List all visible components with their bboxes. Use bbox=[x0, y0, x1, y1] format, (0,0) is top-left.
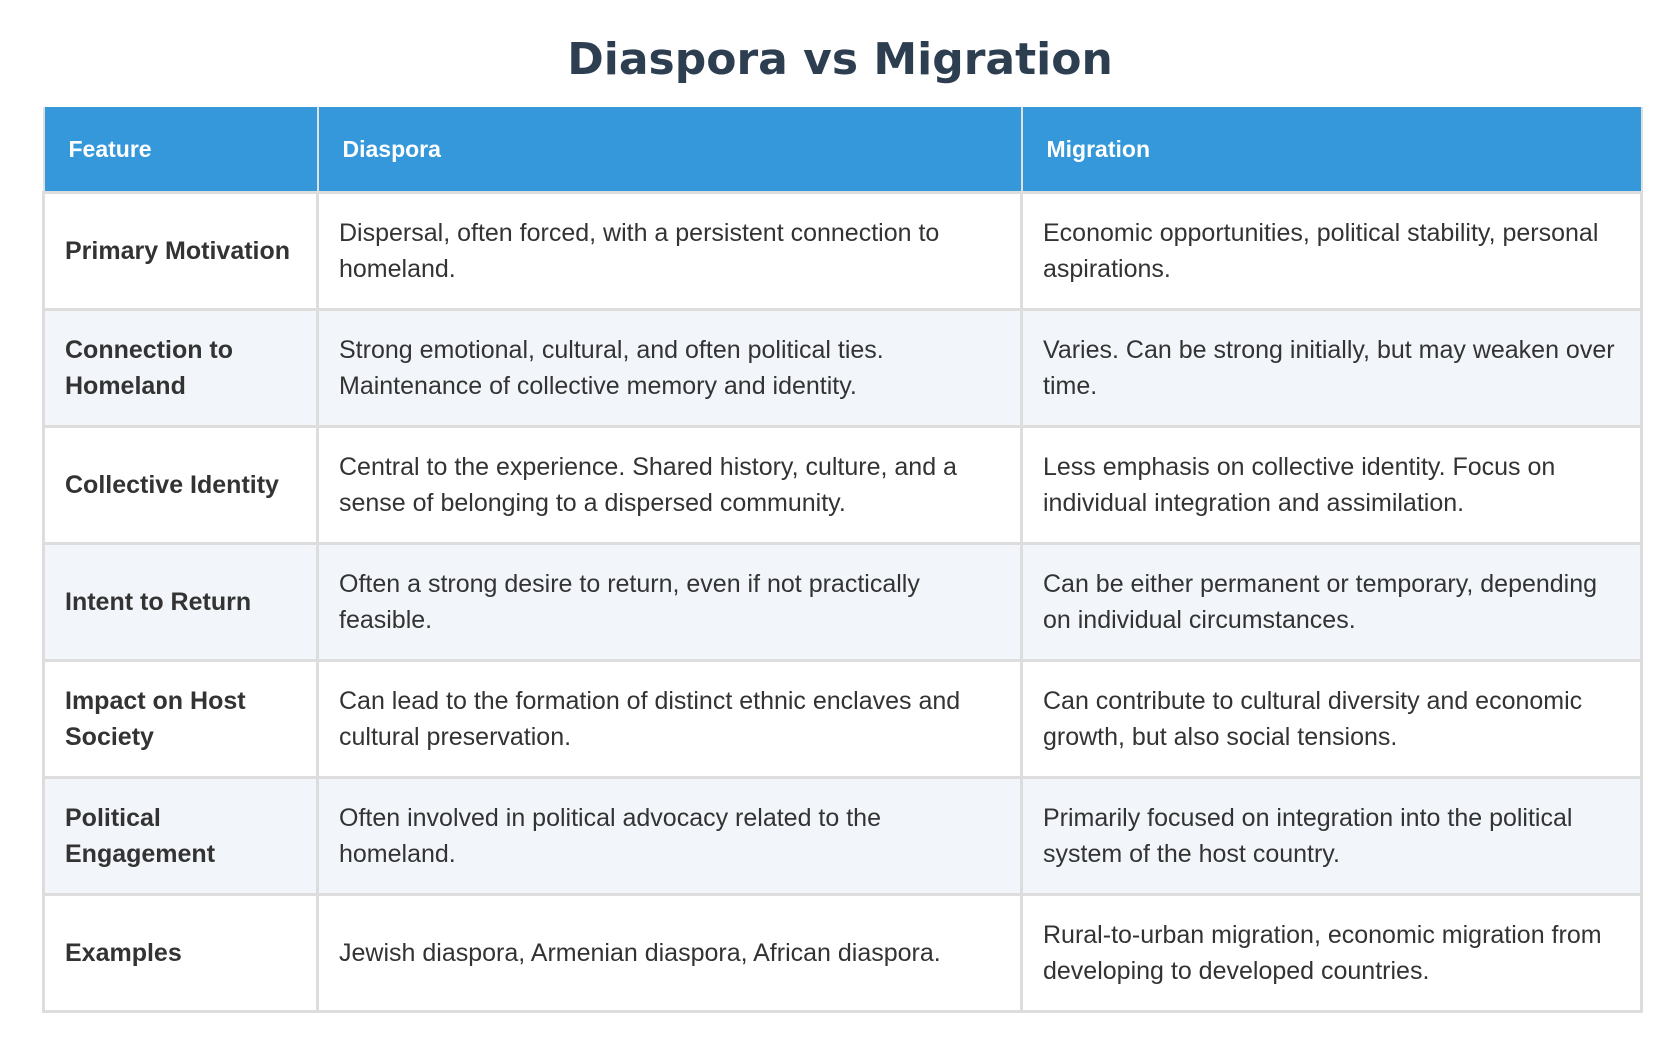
diaspora-cell: Often a strong desire to return, even if not practically feasible. bbox=[318, 544, 1022, 661]
feature-cell: Primary Motivation bbox=[44, 193, 318, 310]
migration-cell: Varies. Can be strong initially, but may weaken over time. bbox=[1022, 310, 1642, 427]
table-row bbox=[44, 193, 1642, 310]
migration-cell: Can be either permanent or temporary, depending on individual circumstances. bbox=[1022, 544, 1642, 661]
diaspora-cell: Can lead to the formation of distinct ethnic enclaves and cultural preservation. bbox=[318, 661, 1022, 778]
feature-cell: Political Engagement bbox=[44, 778, 318, 895]
comparison-table bbox=[42, 107, 1643, 1013]
migration-cell: Economic opportunities, political stability, personal aspirations. bbox=[1022, 193, 1642, 310]
table-row bbox=[44, 544, 1642, 661]
header-row bbox=[44, 107, 1642, 193]
feature-cell: Connection to Homeland bbox=[44, 310, 318, 427]
feature-cell: Examples bbox=[44, 895, 318, 1012]
column-header-diaspora: Diaspora bbox=[318, 107, 1022, 193]
table-header bbox=[44, 107, 1642, 193]
page-title: Diaspora vs Migration bbox=[567, 34, 1113, 85]
feature-cell: Impact on Host Society bbox=[44, 661, 318, 778]
table-row bbox=[44, 427, 1642, 544]
table-row bbox=[44, 310, 1642, 427]
migration-cell: Can contribute to cultural diversity and economic growth, but also social tensions. bbox=[1022, 661, 1642, 778]
migration-cell: Rural-to-urban migration, economic migration from developing to developed countries. bbox=[1022, 895, 1642, 1012]
diaspora-cell: Strong emotional, cultural, and often political ties. Maintenance of collective memory and identity. bbox=[318, 310, 1022, 427]
feature-cell: Collective Identity bbox=[44, 427, 318, 544]
migration-cell: Primarily focused on integration into the political system of the host country. bbox=[1022, 778, 1642, 895]
table-row bbox=[44, 778, 1642, 895]
column-header-migration: Migration bbox=[1022, 107, 1642, 193]
table-row bbox=[44, 895, 1642, 1012]
feature-cell: Intent to Return bbox=[44, 544, 318, 661]
diaspora-cell: Often involved in political advocacy related to the homeland. bbox=[318, 778, 1022, 895]
diaspora-cell: Jewish diaspora, Armenian diaspora, African diaspora. bbox=[318, 895, 1022, 1012]
table-body bbox=[44, 193, 1642, 1012]
table-row bbox=[44, 661, 1642, 778]
diaspora-cell: Dispersal, often forced, with a persistent connection to homeland. bbox=[318, 193, 1022, 310]
column-header-feature: Feature bbox=[44, 107, 318, 193]
diaspora-cell: Central to the experience. Shared history, culture, and a sense of belonging to a dispersed community. bbox=[318, 427, 1022, 544]
migration-cell: Less emphasis on collective identity. Focus on individual integration and assimilation. bbox=[1022, 427, 1642, 544]
